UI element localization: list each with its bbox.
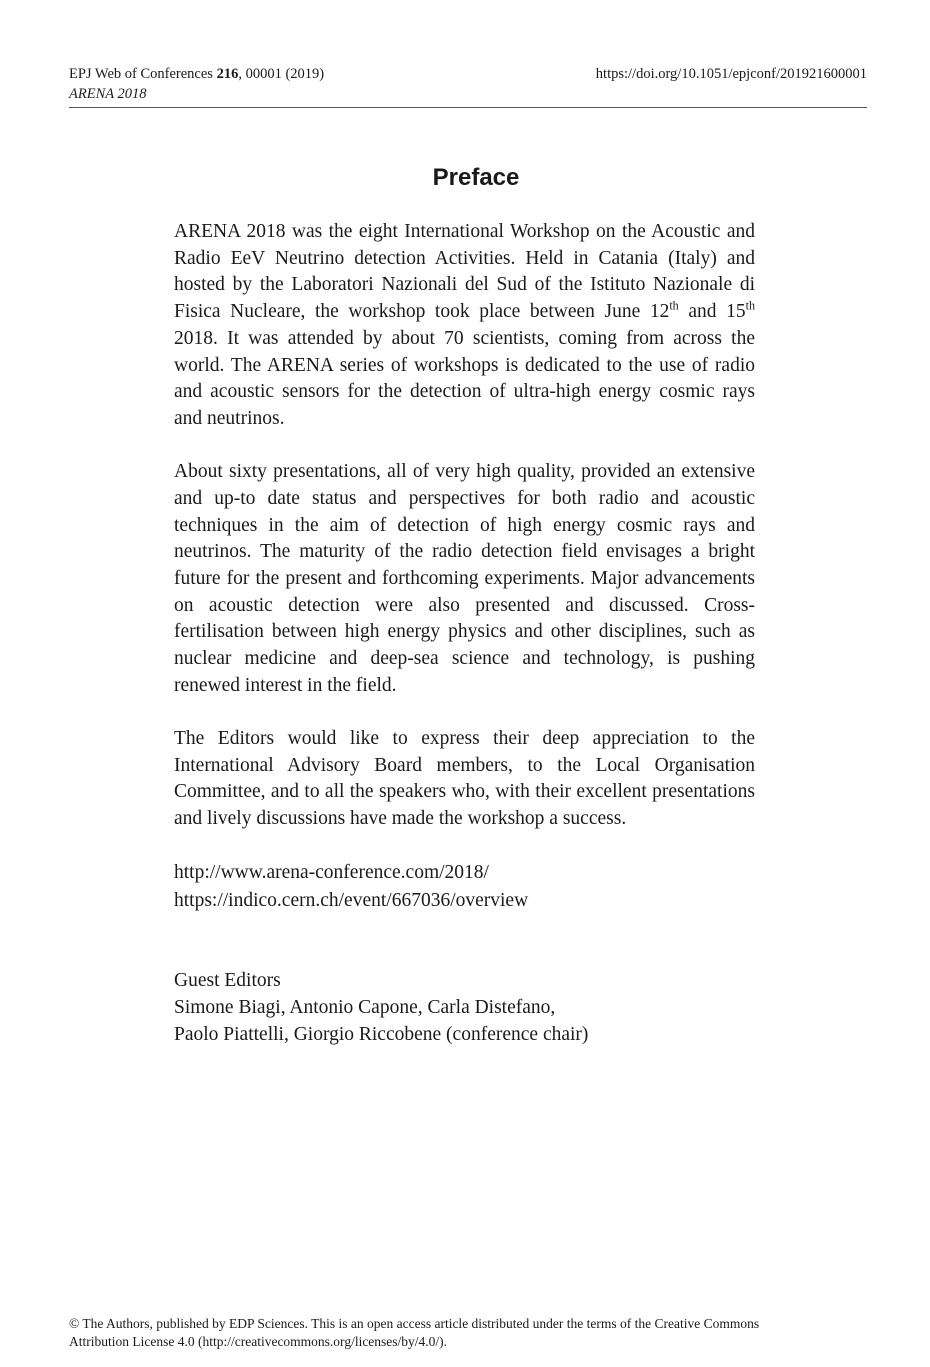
ordinal-suffix: th [745, 298, 755, 313]
paragraph-intro-text-3: 2018. It was attended by about 70 scientists, coming from across the world. The ARENA series of workshops is dedicated to the use of radio and acoustic sensors for the detection of ultra-high energy cosmic rays and neutrinos. [174, 327, 755, 429]
journal-citation [69, 64, 324, 84]
header-row [69, 64, 867, 84]
editors-heading: Guest Editors [174, 970, 281, 992]
journal-issue-year: , 00001 (2019) [238, 66, 325, 82]
page-title: Preface [432, 164, 520, 191]
paragraph-intro-text-1: ARENA 2018 was the eight International Workshop on the Acoustic and Radio EeV Neutrino detection Activities. Held in Catania (Italy) and hosted by the Laboratori Nazionali del Sud of the Istituto Nazionale di Fisica Nucleare, the workshop took place between June 12 [174, 221, 755, 323]
editors-names-line: Simone Biagi, Antonio Capone, Carla Distefano, [174, 997, 556, 1019]
journal-name: EPJ Web of Conferences [69, 66, 217, 82]
paragraph-acknowledgements: The Editors would like to express their deep appreciation to the International Advisory Board members, to the Local Organisation Committee, and to all the speakers who, with their excellent presentations and lively discussions have made the workshop a success. [174, 727, 755, 830]
license-line: Attribution License 4.0 (http://creativecommons.org/licenses/by/4.0/). [69, 1334, 448, 1349]
editors-names-line: Paolo Piattelli, Giorgio Riccobene (conference chair) [174, 1024, 589, 1046]
paragraph-presentations: About sixty presentations, all of very high quality, provided an extensive and up-to date status and perspectives for both radio and acoustic techniques in the aim of detection of high energy cosmic rays and neutrinos. The maturity of the radio detection field envisages a bright future for the present and forthcoming experiments. Major advancements on acoustic detection were also presented and discussed. Cross-fertilisation between high energy physics and other disciplines, such as nuclear medicine and deep-sea science and technology, is pushing renewed interest in the field. [174, 461, 755, 696]
preface-body [174, 219, 755, 1048]
paragraph-intro [174, 219, 755, 433]
conference-link[interactable]: http://www.arena-conference.com/2018/ [174, 862, 489, 884]
conference-links [174, 859, 755, 915]
conference-link[interactable]: https://indico.cern.ch/event/667036/overview [174, 890, 529, 912]
paragraph-intro-text-2: and 15 [678, 301, 746, 323]
conference-venue: ARENA 2018 [69, 86, 147, 102]
license-footer [69, 1315, 867, 1351]
doi-link[interactable]: https://doi.org/10.1051/epjconf/201921600001 [595, 66, 867, 82]
guest-editors [174, 967, 755, 1048]
license-line: © The Authors, published by EDP Sciences. This is an open access article distributed under the terms of the Creative Commons [69, 1316, 760, 1331]
journal-volume: 216 [216, 66, 239, 82]
running-header [69, 64, 867, 108]
ordinal-suffix: th [669, 298, 679, 313]
